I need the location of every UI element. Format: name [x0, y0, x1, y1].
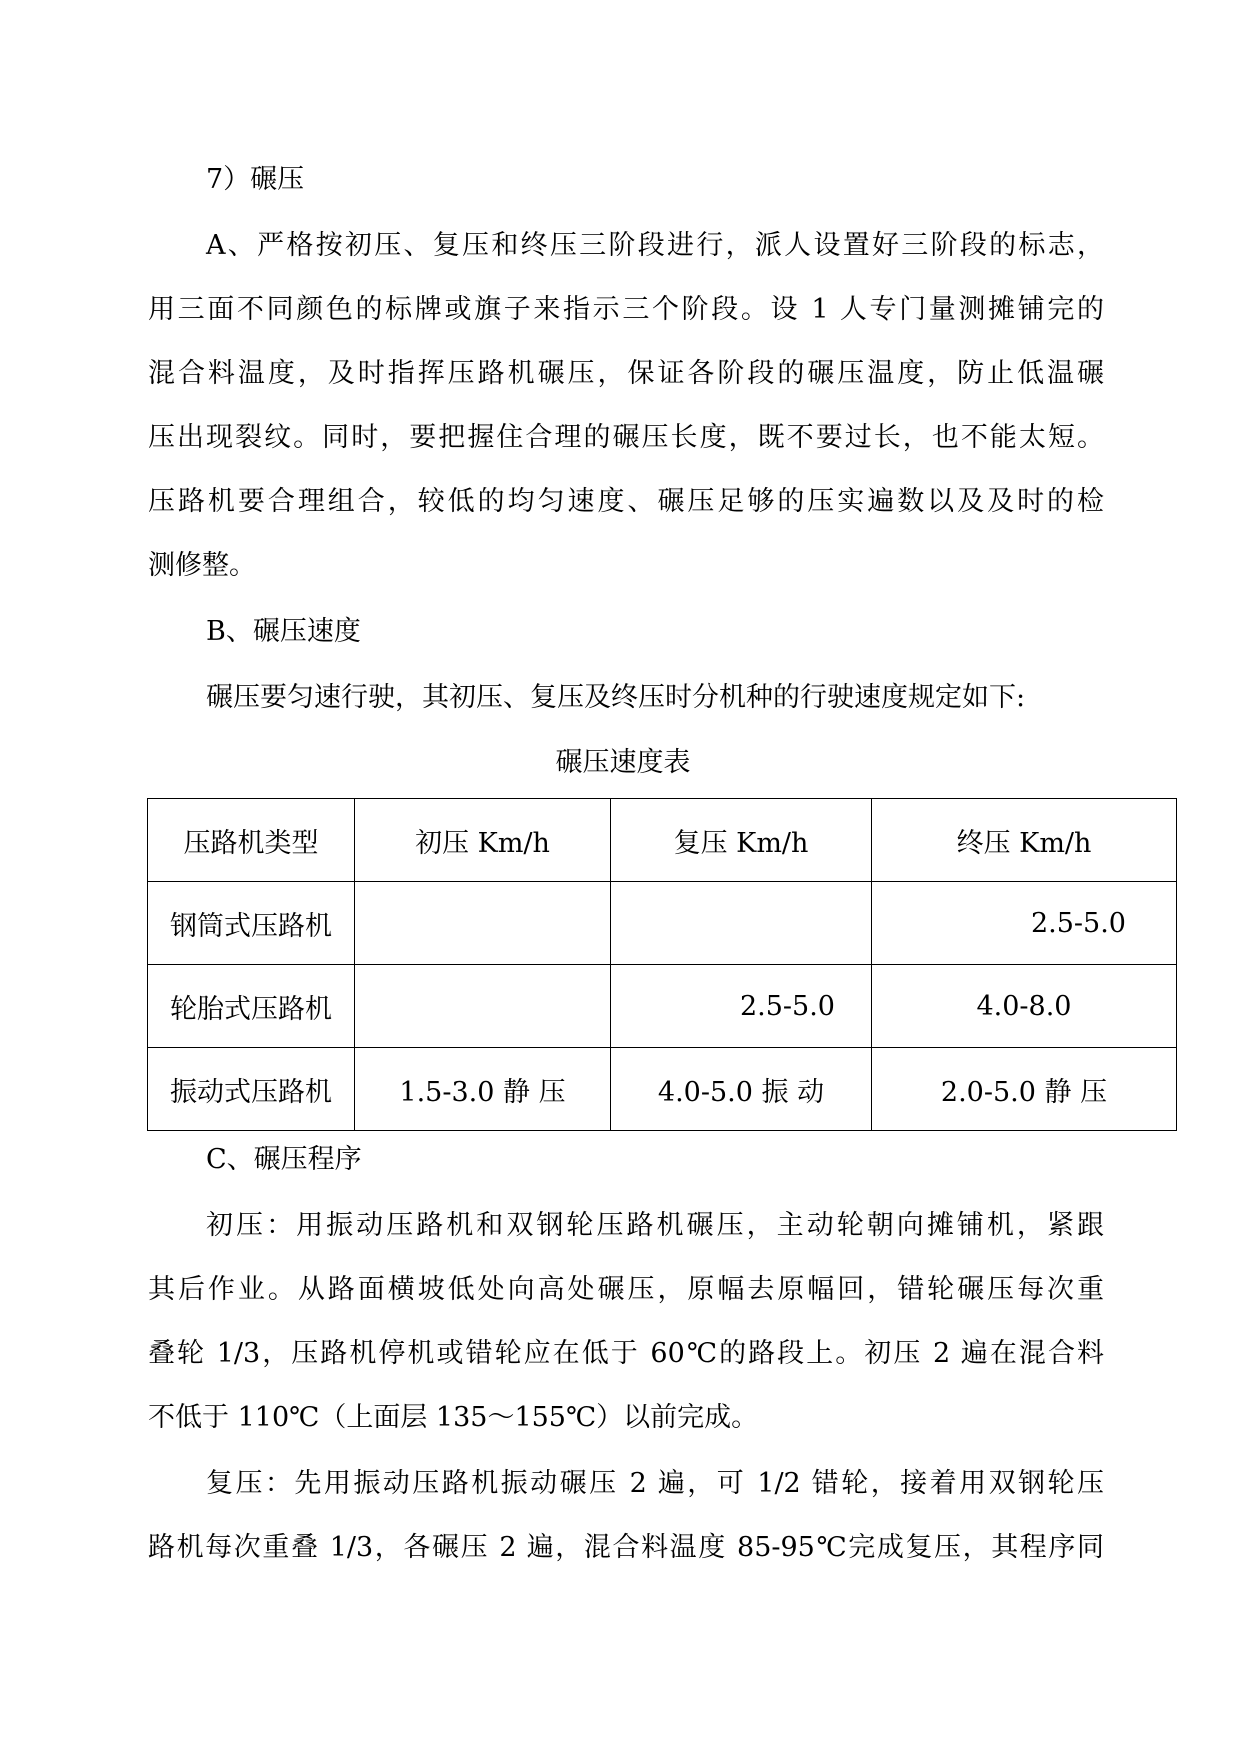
para-c1-line: 其后作业。从路面横坡低处向高处碾压，原幅去原幅回，错轮碾压每次重	[148, 1274, 1104, 1305]
para-c1-line: 不低于 110℃（上面层 135～155℃）以前完成。	[148, 1402, 759, 1433]
heading-b: B、碾压速度	[206, 616, 361, 647]
table-caption: 碾压速度表	[555, 747, 691, 778]
table-cell: 2.5-5.0	[611, 965, 872, 1048]
para-c2-line: 路机每次重叠 1/3，各碾压 2 遍，混合料温度 85-95℃完成复压，其程序同	[148, 1532, 1104, 1563]
section-title: 7）碾压	[206, 164, 305, 195]
table-row	[148, 882, 1177, 965]
table-cell	[355, 965, 611, 1048]
table-cell-type: 轮胎式压路机	[148, 965, 355, 1048]
table-cell	[355, 882, 611, 965]
table-cell	[611, 882, 872, 965]
table-cell-type: 振动式压路机	[148, 1048, 355, 1131]
para-a-line: A、严格按初压、复压和终压三阶段进行，派人设置好三阶段的标志，	[206, 230, 1104, 261]
heading-c: C、碾压程序	[206, 1144, 362, 1175]
speed-table	[147, 798, 1177, 1131]
table-row	[148, 1048, 1177, 1131]
table-header-cell: 初压 Km/h	[355, 799, 611, 882]
table-header-row	[148, 799, 1177, 882]
para-a-line: 用三面不同颜色的标牌或旗子来指示三个阶段。设 1 人专门量测摊铺完的	[148, 294, 1104, 325]
table-cell: 2.0-5.0 静 压	[872, 1048, 1177, 1131]
table-cell: 1.5-3.0 静 压	[355, 1048, 611, 1131]
para-c1-line: 叠轮 1/3，压路机停机或错轮应在低于 60℃的路段上。初压 2 遍在混合料	[148, 1338, 1104, 1369]
para-c1-line: 初压：用振动压路机和双钢轮压路机碾压，主动轮朝向摊铺机，紧跟	[206, 1210, 1104, 1241]
table-header-cell: 复压 Km/h	[611, 799, 872, 882]
para-a-line: 压路机要合理组合，较低的均匀速度、碾压足够的压实遍数以及及时的检	[148, 486, 1104, 517]
para-a-line: 压出现裂纹。同时，要把握住合理的碾压长度，既不要过长，也不能太短。	[148, 422, 1104, 453]
table-cell: 4.0-5.0 振 动	[611, 1048, 872, 1131]
para-b: 碾压要匀速行驶，其初压、复压及终压时分机种的行驶速度规定如下:	[206, 682, 1026, 713]
table-header-cell: 终压 Km/h	[872, 799, 1177, 882]
para-c2-line: 复压：先用振动压路机振动碾压 2 遍，可 1/2 错轮，接着用双钢轮压	[206, 1468, 1104, 1499]
table-row	[148, 965, 1177, 1048]
table-header-cell: 压路机类型	[148, 799, 355, 882]
para-a-line: 混合料温度，及时指挥压路机碾压，保证各阶段的碾压温度，防止低温碾	[148, 358, 1104, 389]
table-cell: 2.5-5.0	[872, 882, 1177, 965]
table-cell: 4.0-8.0	[872, 965, 1177, 1048]
table-cell-type: 钢筒式压路机	[148, 882, 355, 965]
para-a-line: 测修整。	[148, 550, 256, 581]
